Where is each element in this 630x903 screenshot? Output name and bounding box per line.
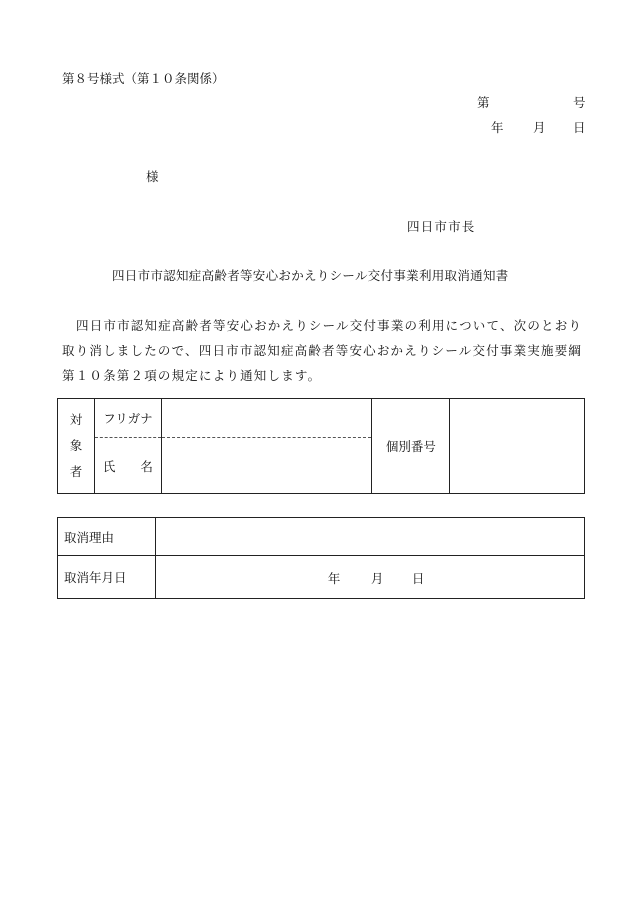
furigana-value[interactable] bbox=[161, 399, 372, 438]
subject-char-3: 者 bbox=[69, 464, 83, 479]
number-suffix: 号 bbox=[573, 95, 586, 110]
addressee-honorific: 様 bbox=[146, 169, 159, 184]
name-value[interactable] bbox=[161, 438, 372, 494]
subject-char-2: 象 bbox=[69, 438, 83, 453]
body-line-2: 取り消しましたので、四日市市認知症高齢者等安心おかえりシール交付事業実施要綱 bbox=[62, 343, 583, 358]
cancellation-table bbox=[57, 517, 585, 599]
cancel-date-day: 日 bbox=[411, 571, 425, 586]
cancel-date-value[interactable] bbox=[155, 556, 584, 599]
cancel-date-year: 年 bbox=[327, 571, 341, 586]
subject-table bbox=[57, 398, 585, 494]
body-line-3: 第１０条第２項の規定により通知します。 bbox=[62, 368, 322, 383]
document-title: 四日市市認知症高齢者等安心おかえりシール交付事業利用取消通知書 bbox=[112, 268, 509, 283]
form-label: 第８号様式（第１０条関係） bbox=[62, 71, 225, 86]
id-number-label: 個別番号 bbox=[372, 399, 450, 494]
cancel-date-month: 月 bbox=[370, 571, 384, 586]
subject-group-label bbox=[58, 399, 95, 494]
name-label: 氏 名 bbox=[94, 438, 161, 494]
number-prefix: 第 bbox=[477, 95, 490, 110]
furigana-label: フリガナ bbox=[94, 399, 161, 438]
cancel-date-label: 取消年月日 bbox=[58, 556, 156, 599]
cancel-reason-label: 取消理由 bbox=[58, 518, 156, 556]
issue-day: 日 bbox=[573, 120, 586, 135]
body-line-1: 四日市市認知症高齢者等安心おかえりシール交付事業の利用について、次のとおり bbox=[76, 318, 583, 333]
issue-year: 年 bbox=[491, 120, 504, 135]
subject-char-1: 対 bbox=[69, 412, 83, 427]
issuer: 四日市市長 bbox=[407, 219, 476, 234]
id-number-value[interactable] bbox=[450, 399, 585, 494]
cancel-reason-value[interactable] bbox=[155, 518, 584, 556]
issue-month: 月 bbox=[533, 120, 546, 135]
